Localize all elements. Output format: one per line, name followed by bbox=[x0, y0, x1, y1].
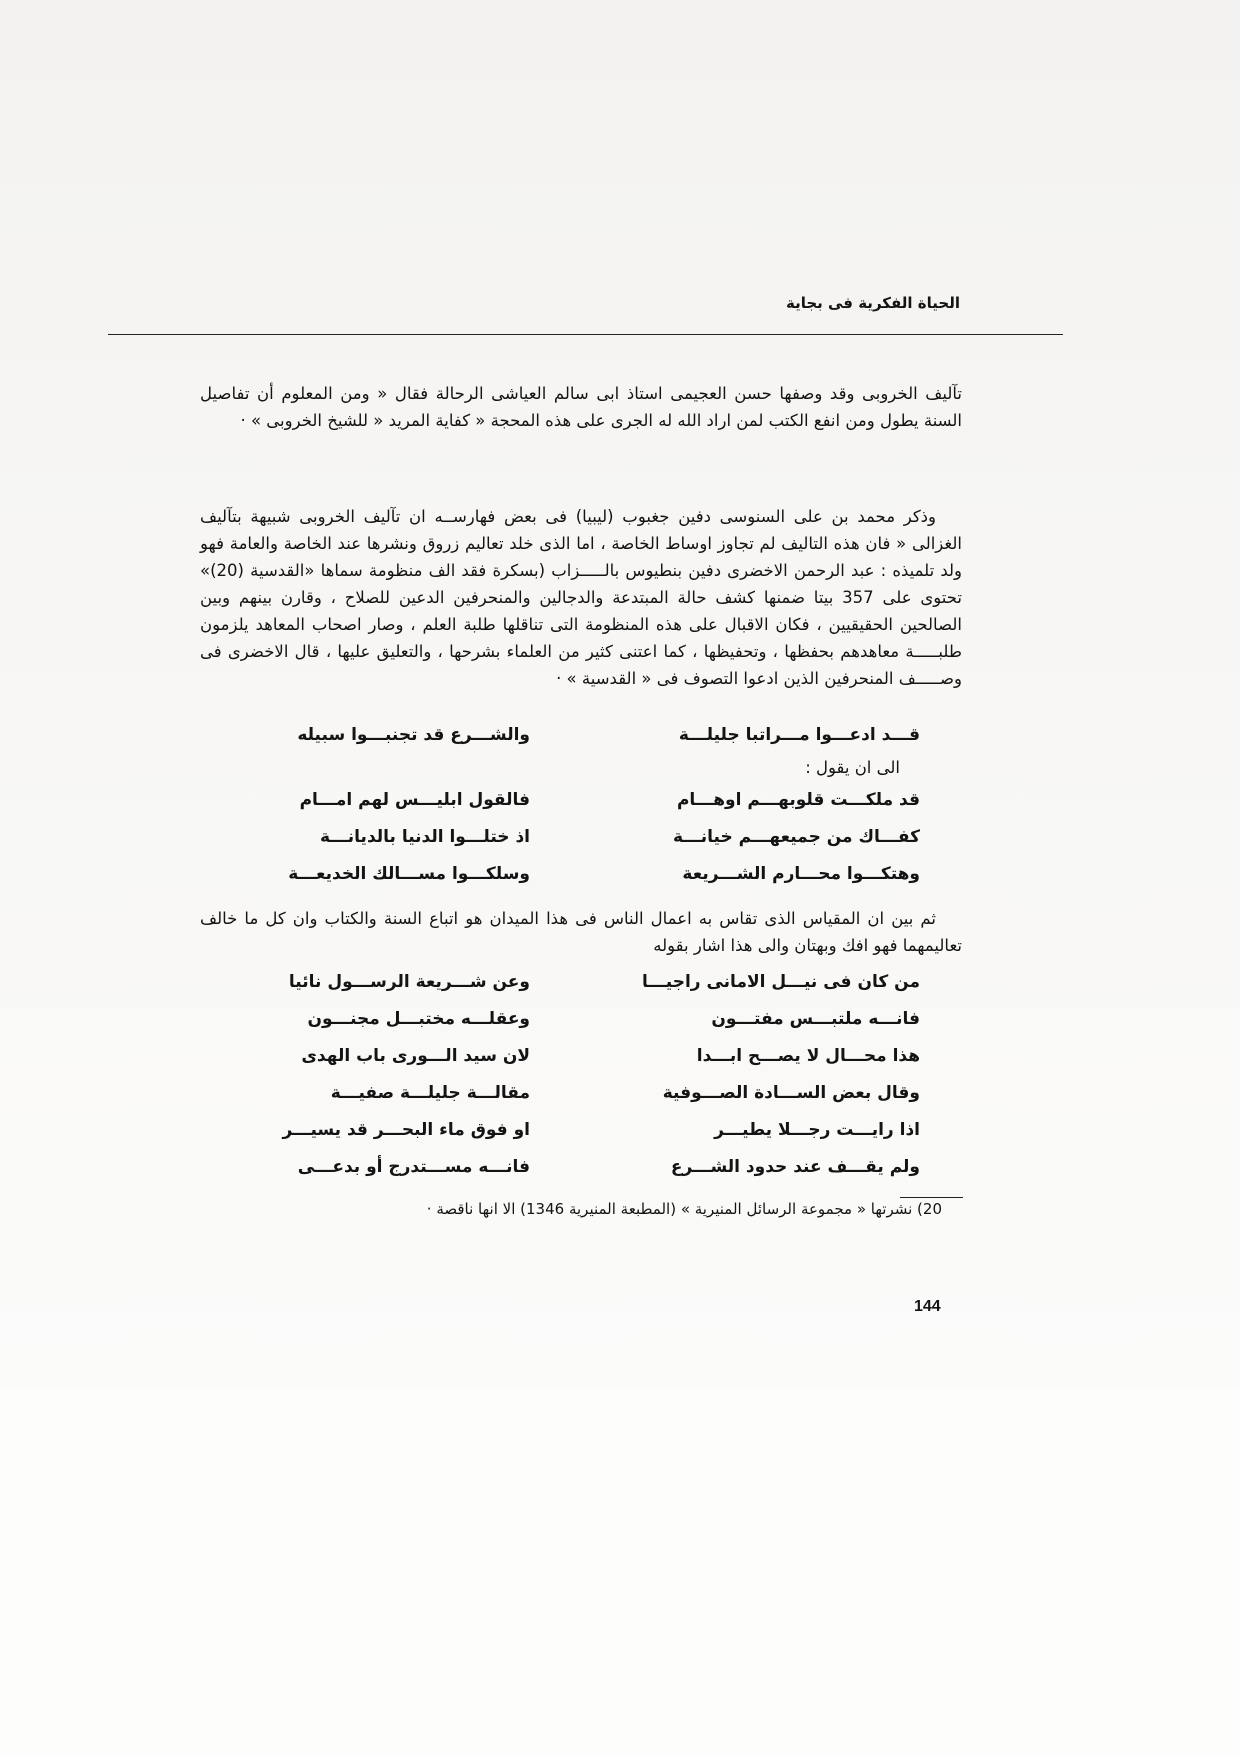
verse-block-2 bbox=[240, 790, 920, 901]
verse-second-hemistich: فانـــه مســـتدرج أو بدعـــى bbox=[297, 1157, 530, 1177]
verse-block-3 bbox=[240, 972, 920, 1194]
verse-second-hemistich: وعن شـــريعة الرســـول نائيا bbox=[288, 972, 530, 992]
verse-first-hemistich: هذا محـــال لا يصـــح ابـــدا bbox=[696, 1046, 920, 1066]
verse-first-hemistich: من كان فى نيـــل الامانى راجيـــا bbox=[641, 972, 920, 992]
paragraph-text: تآليف الخروبى وقد وصفها حسن العجيمى استاذ ابى سالم العياشى الرحالة فقال « ومن المعلوم أن تفاصيل السنة يطول ومن انفع الكتب لمن اراد الله له الجرى على هذه المحجة « كفاية المريد « للشيخ الخروبى » · bbox=[200, 384, 962, 430]
verse-line bbox=[240, 1009, 920, 1046]
verse-line bbox=[240, 1120, 920, 1157]
paragraph-3 bbox=[200, 905, 962, 959]
verse-line bbox=[240, 972, 920, 1009]
verse-line bbox=[240, 790, 920, 827]
verse-line bbox=[240, 864, 920, 901]
paragraph-text: وذكر محمد بن على السنوسى دفين جغبوب (ليبيا) فى بعض فهارســه ان تآليف الخروبى شبيهة بتآليف الغزالى « فان هذه التاليف لم تجاوز اوساط الخاصة ، اما الذى خلد تعاليم زروق ونشرها عند الخاصة والعامة فهو ولد تلميذه : عبد الرحمن الاخضرى دفين بنطيوس بالـــــزاب (بسكرة فقد الف منظومة سماها «القدسية (20)» تحتوى على 357 بيتا ضمنها كشف حالة المبتدعة والدجالين والمنحرفين الدعين للصلاح ، وقارن بينهم وبين الصالحين الحقيقيين ، فكان الاقبال على هذه المنظومة التى تناقلها طلبة العلم ، وصار اصحاب المعاهد يلزمون طلبـــــة معاهدهم بحفظها ، وتحفيظها ، كما اعتنى كثير من العلماء بشرحها ، والتعليق عليها ، قال الاخضرى فى وصـــــف المنحرفين الذين ادعوا التصوف فى « القدسية » · bbox=[200, 507, 962, 688]
verse-line bbox=[240, 1157, 920, 1194]
verse-first-hemistich: كفـــاك من جميعهـــم خيانـــة bbox=[673, 827, 920, 847]
verse-second-hemistich: مقالـــة جليلـــة صفيـــة bbox=[330, 1083, 530, 1103]
verse-second-hemistich: وسلكـــوا مســـالك الخديعـــة bbox=[288, 864, 530, 884]
verse-first-hemistich: فانـــه ملتبـــس مفتـــون bbox=[711, 1009, 920, 1029]
verse-first-hemistich: قـــد ادعـــوا مـــراتبا جليلـــة bbox=[678, 725, 920, 745]
verse-second-hemistich: والشـــرع قد تجنبـــوا سبيله bbox=[297, 725, 530, 745]
verse-second-hemistich: لان سيد الـــورى باب الهدى bbox=[301, 1046, 530, 1066]
footnote: 20) نشرتها « مجموعة الرسائل المنيرية » (المطبعة المنيرية 1346) الا انها ناقصة · bbox=[426, 1200, 942, 1218]
paragraph-2 bbox=[200, 503, 962, 692]
paragraph-text: ثم بين ان المقياس الذى تقاس به اعمال الناس فى هذا الميدان هو اتباع السنة والكتاب وان كل ما خالف تعاليمهما فهو افك وبهتان والى هذا اشار بقوله bbox=[200, 909, 962, 955]
verse-line bbox=[240, 1083, 920, 1120]
verse-line bbox=[240, 1046, 920, 1083]
verse-first-hemistich: قد ملكـــت قلوبهـــم اوهـــام bbox=[676, 790, 920, 810]
verse-second-hemistich: اذ ختلـــوا الدنيا بالديانـــة bbox=[320, 827, 530, 847]
verse-first-hemistich: وهتكـــوا محـــارم الشـــريعة bbox=[682, 864, 920, 884]
verse-line bbox=[240, 827, 920, 864]
page-number: 144 bbox=[914, 1298, 941, 1315]
verse-line bbox=[240, 725, 920, 762]
running-head: الحياة الفكرية فى بجاية bbox=[785, 294, 960, 312]
verse-second-hemistich: وعقلـــه مختبـــل مجنـــون bbox=[307, 1009, 530, 1029]
verse-second-hemistich: او فوق ماء البحـــر قد يسيـــر bbox=[282, 1120, 530, 1140]
footnote-rule bbox=[900, 1197, 963, 1198]
verse-first-hemistich: اذا رايـــت رجـــلا يطيـــر bbox=[714, 1120, 920, 1140]
verse-block-1 bbox=[240, 725, 920, 762]
verse-second-hemistich: فالقول ابليـــس لهم امـــام bbox=[299, 790, 530, 810]
verse-first-hemistich: وقال بعض الســـادة الصـــوفية bbox=[662, 1083, 920, 1103]
bridge-text: الى ان يقول : bbox=[805, 758, 900, 777]
verse-first-hemistich: ولم يقـــف عند حدود الشـــرع bbox=[670, 1157, 920, 1177]
header-rule bbox=[108, 334, 1063, 335]
paragraph-1 bbox=[200, 380, 962, 434]
